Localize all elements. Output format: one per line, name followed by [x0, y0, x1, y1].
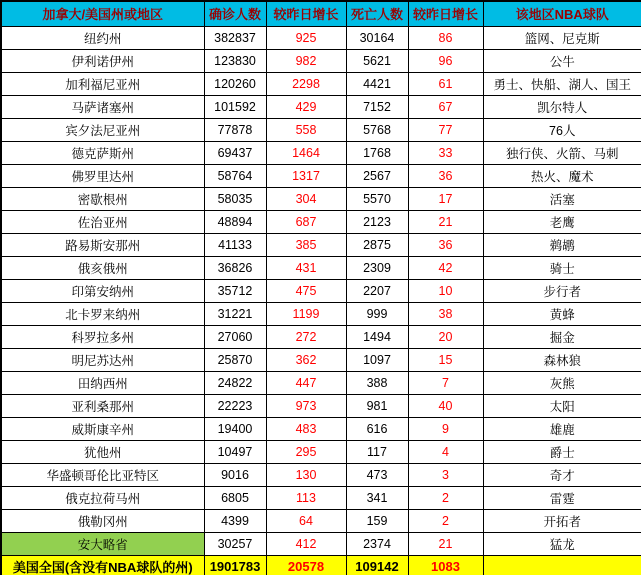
deaths-cell: 388	[346, 371, 408, 394]
deaths-cell: 5768	[346, 118, 408, 141]
confirmed-cell: 77878	[204, 118, 266, 141]
confirmed-delta-cell: 925	[266, 26, 346, 49]
deaths-delta-cell: 33	[408, 141, 483, 164]
deaths-delta-cell: 61	[408, 72, 483, 95]
state-name-cell: 威斯康辛州	[1, 417, 204, 440]
deaths-cell: 159	[346, 509, 408, 532]
confirmed-cell: 19400	[204, 417, 266, 440]
confirmed-delta-cell: 1199	[266, 302, 346, 325]
teams-cell: 步行者	[483, 279, 641, 302]
confirmed-delta-cell: 385	[266, 233, 346, 256]
confirmed-delta-cell: 113	[266, 486, 346, 509]
confirmed-delta-cell: 1317	[266, 164, 346, 187]
deaths-delta-cell: 21	[408, 210, 483, 233]
teams-cell: 76人	[483, 118, 641, 141]
deaths-delta-cell: 20	[408, 325, 483, 348]
state-name-cell: 密歇根州	[1, 187, 204, 210]
state-row	[1, 26, 641, 49]
confirmed-delta-cell: 20578	[266, 555, 346, 575]
state-row	[1, 233, 641, 256]
header-deaths-delta: 较昨日增长	[408, 1, 483, 26]
state-row	[1, 509, 641, 532]
deaths-cell: 2123	[346, 210, 408, 233]
deaths-delta-cell: 40	[408, 394, 483, 417]
teams-cell: 鹈鹕	[483, 233, 641, 256]
header-region: 加拿大/美国州或地区	[1, 1, 204, 26]
confirmed-cell: 101592	[204, 95, 266, 118]
confirmed-delta-cell: 483	[266, 417, 346, 440]
confirmed-cell: 25870	[204, 348, 266, 371]
deaths-delta-cell: 4	[408, 440, 483, 463]
deaths-delta-cell: 42	[408, 256, 483, 279]
deaths-cell: 2374	[346, 532, 408, 555]
deaths-cell: 1494	[346, 325, 408, 348]
teams-cell: 掘金	[483, 325, 641, 348]
state-row	[1, 210, 641, 233]
header-row	[1, 1, 641, 26]
state-name-cell: 印第安纳州	[1, 279, 204, 302]
confirmed-cell: 123830	[204, 49, 266, 72]
teams-cell: 公牛	[483, 49, 641, 72]
state-name-cell: 科罗拉多州	[1, 325, 204, 348]
confirmed-delta-cell: 1464	[266, 141, 346, 164]
deaths-delta-cell: 17	[408, 187, 483, 210]
deaths-cell: 2309	[346, 256, 408, 279]
state-name-cell: 宾夕法尼亚州	[1, 118, 204, 141]
state-name-cell: 安大略省	[1, 532, 204, 555]
confirmed-delta-cell: 2298	[266, 72, 346, 95]
teams-cell: 雷霆	[483, 486, 641, 509]
header-confirmed: 确诊人数	[204, 1, 266, 26]
table-body	[1, 26, 641, 575]
confirmed-cell: 10497	[204, 440, 266, 463]
state-row	[1, 164, 641, 187]
confirmed-cell: 9016	[204, 463, 266, 486]
deaths-delta-cell: 2	[408, 486, 483, 509]
deaths-cell: 2875	[346, 233, 408, 256]
deaths-delta-cell: 86	[408, 26, 483, 49]
deaths-cell: 109142	[346, 555, 408, 575]
confirmed-delta-cell: 431	[266, 256, 346, 279]
confirmed-cell: 48894	[204, 210, 266, 233]
teams-cell: 老鹰	[483, 210, 641, 233]
header-nba-teams: 该地区NBA球队	[483, 1, 641, 26]
state-name-cell: 北卡罗来纳州	[1, 302, 204, 325]
deaths-delta-cell: 10	[408, 279, 483, 302]
confirmed-cell: 35712	[204, 279, 266, 302]
deaths-delta-cell: 67	[408, 95, 483, 118]
confirmed-delta-cell: 304	[266, 187, 346, 210]
state-row	[1, 49, 641, 72]
deaths-cell: 341	[346, 486, 408, 509]
ontario-row	[1, 532, 641, 555]
deaths-delta-cell: 1083	[408, 555, 483, 575]
deaths-delta-cell: 21	[408, 532, 483, 555]
state-row	[1, 72, 641, 95]
deaths-delta-cell: 36	[408, 233, 483, 256]
deaths-cell: 117	[346, 440, 408, 463]
confirmed-cell: 58764	[204, 164, 266, 187]
deaths-cell: 2567	[346, 164, 408, 187]
total-row	[1, 555, 641, 575]
deaths-cell: 1768	[346, 141, 408, 164]
deaths-cell: 4421	[346, 72, 408, 95]
state-row	[1, 394, 641, 417]
deaths-cell: 30164	[346, 26, 408, 49]
confirmed-cell: 41133	[204, 233, 266, 256]
state-row	[1, 279, 641, 302]
deaths-cell: 473	[346, 463, 408, 486]
teams-cell: 篮网、尼克斯	[483, 26, 641, 49]
teams-cell: 勇士、快船、湖人、国王	[483, 72, 641, 95]
deaths-delta-cell: 38	[408, 302, 483, 325]
state-name-cell: 纽约州	[1, 26, 204, 49]
confirmed-cell: 30257	[204, 532, 266, 555]
confirmed-delta-cell: 982	[266, 49, 346, 72]
confirmed-cell: 382837	[204, 26, 266, 49]
state-row	[1, 187, 641, 210]
state-row	[1, 486, 641, 509]
state-name-cell: 俄勒冈州	[1, 509, 204, 532]
state-row	[1, 141, 641, 164]
teams-cell: 爵士	[483, 440, 641, 463]
deaths-delta-cell: 3	[408, 463, 483, 486]
teams-cell: 热火、魔术	[483, 164, 641, 187]
teams-cell: 开拓者	[483, 509, 641, 532]
confirmed-cell: 69437	[204, 141, 266, 164]
confirmed-cell: 4399	[204, 509, 266, 532]
deaths-cell: 5621	[346, 49, 408, 72]
state-row	[1, 302, 641, 325]
state-name-cell: 加利福尼亚州	[1, 72, 204, 95]
teams-cell: 独行侠、火箭、马刺	[483, 141, 641, 164]
state-row	[1, 325, 641, 348]
state-row	[1, 348, 641, 371]
deaths-cell: 616	[346, 417, 408, 440]
teams-cell: 奇才	[483, 463, 641, 486]
confirmed-delta-cell: 429	[266, 95, 346, 118]
teams-cell: 骑士	[483, 256, 641, 279]
state-row	[1, 95, 641, 118]
teams-cell: 凯尔特人	[483, 95, 641, 118]
state-name-cell: 田纳西州	[1, 371, 204, 394]
confirmed-delta-cell: 447	[266, 371, 346, 394]
state-name-cell: 佐治亚州	[1, 210, 204, 233]
teams-cell: 猛龙	[483, 532, 641, 555]
state-name-cell: 佛罗里达州	[1, 164, 204, 187]
deaths-cell: 5570	[346, 187, 408, 210]
state-name-cell: 俄克拉荷马州	[1, 486, 204, 509]
confirmed-cell: 1901783	[204, 555, 266, 575]
state-row	[1, 417, 641, 440]
state-name-cell: 马萨诸塞州	[1, 95, 204, 118]
confirmed-cell: 24822	[204, 371, 266, 394]
deaths-cell: 1097	[346, 348, 408, 371]
confirmed-cell: 6805	[204, 486, 266, 509]
confirmed-delta-cell: 973	[266, 394, 346, 417]
deaths-delta-cell: 2	[408, 509, 483, 532]
teams-cell: 森林狼	[483, 348, 641, 371]
state-row	[1, 118, 641, 141]
state-name-cell: 路易斯安那州	[1, 233, 204, 256]
confirmed-delta-cell: 362	[266, 348, 346, 371]
state-name-cell: 华盛顿哥伦比亚特区	[1, 463, 204, 486]
deaths-delta-cell: 7	[408, 371, 483, 394]
state-name-cell: 犹他州	[1, 440, 204, 463]
deaths-delta-cell: 96	[408, 49, 483, 72]
header-deaths: 死亡人数	[346, 1, 408, 26]
teams-cell: 雄鹿	[483, 417, 641, 440]
teams-cell: 太阳	[483, 394, 641, 417]
deaths-delta-cell: 15	[408, 348, 483, 371]
deaths-cell: 2207	[346, 279, 408, 302]
state-name-cell: 德克萨斯州	[1, 141, 204, 164]
confirmed-cell: 36826	[204, 256, 266, 279]
confirmed-delta-cell: 130	[266, 463, 346, 486]
state-row	[1, 440, 641, 463]
deaths-delta-cell: 77	[408, 118, 483, 141]
state-name-cell: 亚利桑那州	[1, 394, 204, 417]
confirmed-cell: 58035	[204, 187, 266, 210]
confirmed-cell: 31221	[204, 302, 266, 325]
confirmed-delta-cell: 295	[266, 440, 346, 463]
state-row	[1, 371, 641, 394]
deaths-cell: 981	[346, 394, 408, 417]
confirmed-cell: 120260	[204, 72, 266, 95]
teams-cell: 灰熊	[483, 371, 641, 394]
deaths-delta-cell: 9	[408, 417, 483, 440]
teams-cell	[483, 555, 641, 575]
teams-cell: 活塞	[483, 187, 641, 210]
state-name-cell: 美国全国(含没有NBA球队的州)	[1, 555, 204, 575]
state-name-cell: 伊利诺伊州	[1, 49, 204, 72]
confirmed-delta-cell: 272	[266, 325, 346, 348]
confirmed-cell: 27060	[204, 325, 266, 348]
confirmed-delta-cell: 558	[266, 118, 346, 141]
header-confirmed-delta: 较昨日增长	[266, 1, 346, 26]
confirmed-delta-cell: 687	[266, 210, 346, 233]
deaths-delta-cell: 36	[408, 164, 483, 187]
teams-cell: 黄蜂	[483, 302, 641, 325]
confirmed-cell: 22223	[204, 394, 266, 417]
state-row	[1, 256, 641, 279]
confirmed-delta-cell: 475	[266, 279, 346, 302]
deaths-cell: 7152	[346, 95, 408, 118]
confirmed-delta-cell: 412	[266, 532, 346, 555]
state-row	[1, 463, 641, 486]
confirmed-delta-cell: 64	[266, 509, 346, 532]
deaths-cell: 999	[346, 302, 408, 325]
state-name-cell: 明尼苏达州	[1, 348, 204, 371]
state-name-cell: 俄亥俄州	[1, 256, 204, 279]
